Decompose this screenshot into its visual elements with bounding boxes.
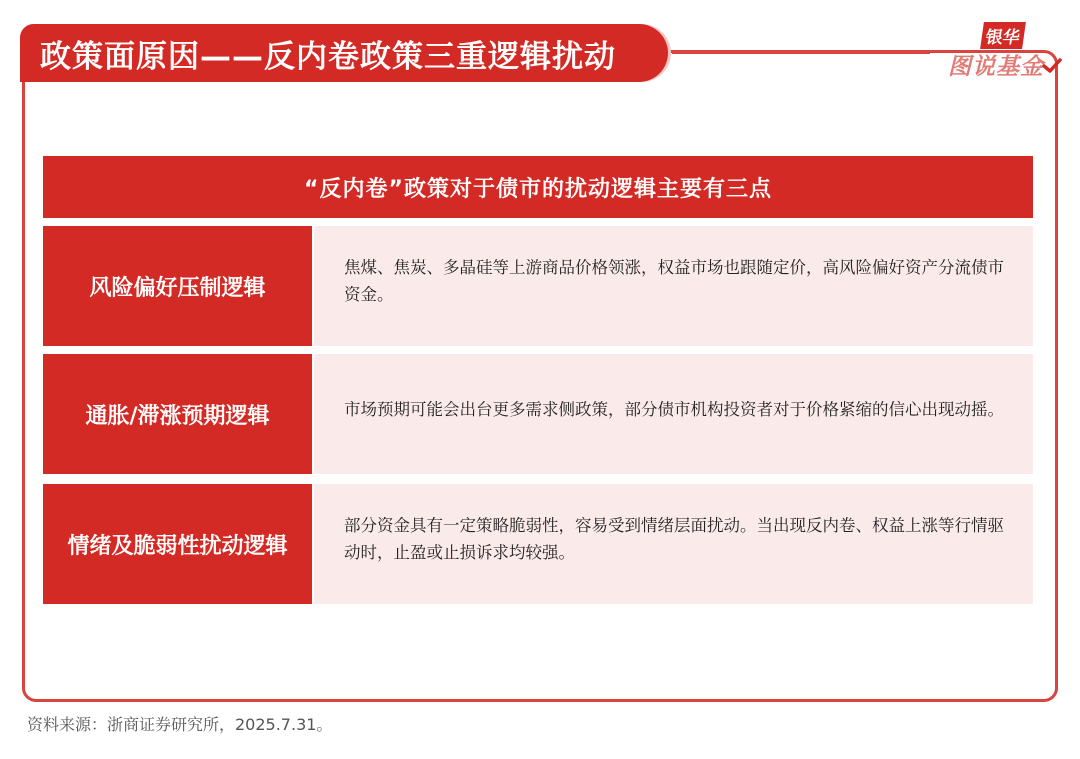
title-banner: [20, 24, 668, 82]
header-divider: [672, 51, 930, 54]
row-text: 市场预期可能会出台更多需求侧政策，部分债市机构投资者对于价格紧缩的信心出现动摇。: [344, 399, 1004, 419]
row-label: 通胀/滞涨预期逻辑: [43, 354, 312, 474]
table-row: [43, 354, 1033, 474]
page-title: 政策面原因——反内卷政策三重逻辑扰动: [40, 38, 616, 75]
brand-logo: [940, 20, 1065, 90]
table-row: [43, 484, 1033, 604]
row-description: [314, 226, 1033, 346]
table-row: [43, 226, 1033, 346]
logo-bottom-text: 图说基金: [948, 54, 1044, 80]
row-label: 情绪及脆弱性扰动逻辑: [43, 484, 312, 604]
logo-top-text: 银华: [980, 22, 1026, 49]
row-description: [314, 484, 1033, 604]
checkmark-icon: [1042, 58, 1062, 74]
source-note: 资料来源：浙商证券研究所，2025.7.31。: [27, 715, 333, 734]
row-description: [314, 354, 1033, 474]
row-text: 焦煤、焦炭、多晶硅等上游商品价格领涨，权益市场也跟随定价，高风险偏好资产分流债市资金。: [344, 258, 1004, 304]
row-text: 部分资金具有一定策略脆弱性，容易受到情绪层面扰动。当出现反内卷、权益上涨等行情驱动时，止盈或止损诉求均较强。: [344, 516, 1004, 562]
table-heading: “反内卷”政策对于债市的扰动逻辑主要有三点: [43, 156, 1033, 218]
row-label: 风险偏好压制逻辑: [43, 226, 312, 346]
